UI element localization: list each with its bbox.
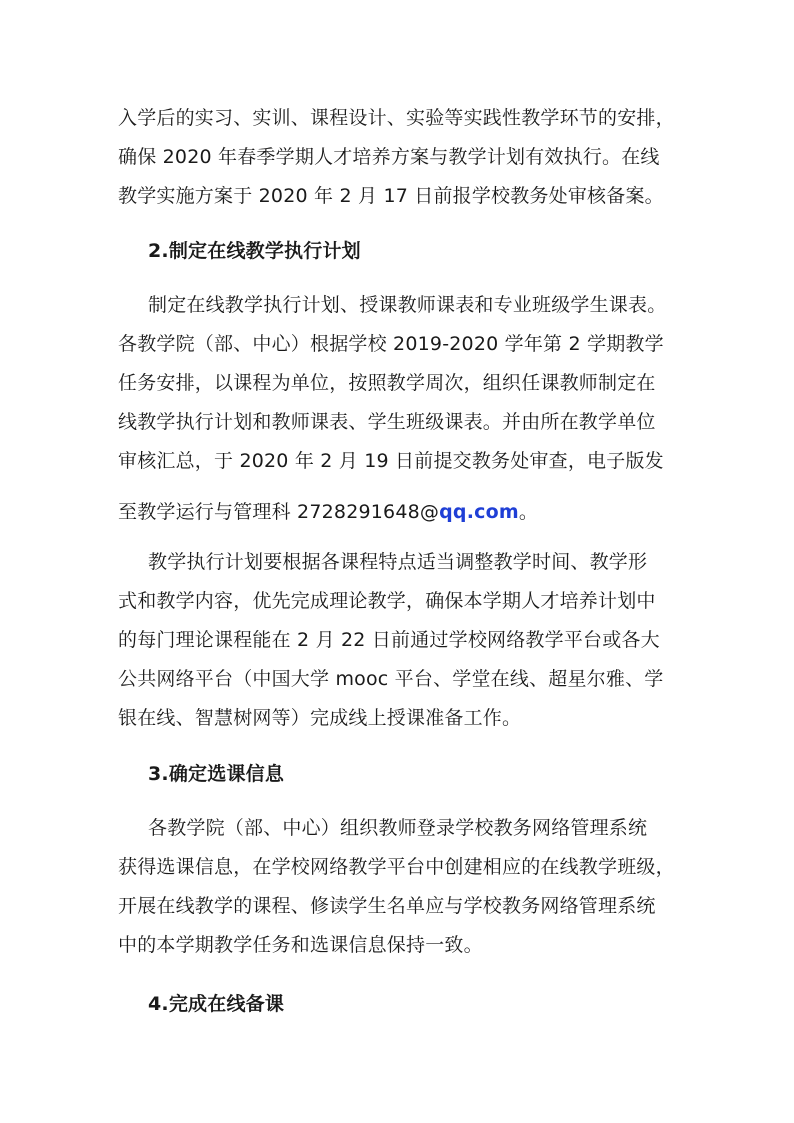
section-heading-4: 4.完成在线备课 — [148, 993, 285, 1015]
paragraph-line: 教学实施方案于 2020 年 2 月 17 日前报学校教务处审核备案。 — [118, 185, 664, 207]
paragraph-line: 式和教学内容，优先完成理论教学，确保本学期人才培养计划中 — [118, 590, 656, 612]
email-link[interactable]: qq.com — [439, 501, 519, 523]
section-heading-2: 2.制定在线教学执行计划 — [148, 240, 361, 262]
paragraph-line: 中的本学期教学任务和选课信息保持一致。 — [118, 934, 483, 956]
email-suffix: 。 — [518, 501, 539, 523]
paragraph-line: 任务安排，以课程为单位，按照教学周次，组织任课教师制定在 — [118, 372, 656, 394]
paragraph-line: 线教学执行计划和教师课表、学生班级课表。并由所在教学单位 — [118, 411, 656, 433]
paragraph-line: 审核汇总，于 2020 年 2 月 19 日前提交教务处审查，电子版发 — [118, 450, 664, 472]
paragraph-line: 开展在线教学的课程、修读学生名单应与学校教务网络管理系统 — [118, 895, 656, 917]
paragraph-line: 各教学院（部、中心）根据学校 2019-2020 学年第 2 学期教学 — [118, 333, 664, 355]
paragraph-line: 公共网络平台（中国大学 mooc 平台、学堂在线、超星尔雅、学 — [118, 668, 664, 690]
paragraph-line: 各教学院（部、中心）组织教师登录学校教务网络管理系统 — [148, 817, 648, 839]
paragraph-line: 银在线、智慧树网等）完成线上授课准备工作。 — [118, 707, 522, 729]
paragraph-line: 制定在线教学执行计划、授课教师课表和专业班级学生课表。 — [148, 294, 667, 316]
paragraph-line: 入学后的实习、实训、课程设计、实验等实践性教学环节的安排， — [118, 107, 675, 129]
paragraph-line: 确保 2020 年春季学期人才培养方案与教学计划有效执行。在线 — [118, 146, 660, 168]
paragraph-line-email — [118, 498, 678, 526]
section-heading-3: 3.确定选课信息 — [148, 763, 285, 785]
paragraph-line: 教学执行计划要根据各课程特点适当调整教学时间、教学形 — [148, 551, 648, 573]
paragraph-line: 的每门理论课程能在 2 月 22 日前通过学校网络教学平台或各大 — [118, 629, 660, 651]
email-prefix: 至教学运行与管理科 2728291648@ — [118, 501, 440, 523]
paragraph-line: 获得选课信息，在学校网络教学平台中创建相应的在线教学班级， — [118, 856, 675, 878]
